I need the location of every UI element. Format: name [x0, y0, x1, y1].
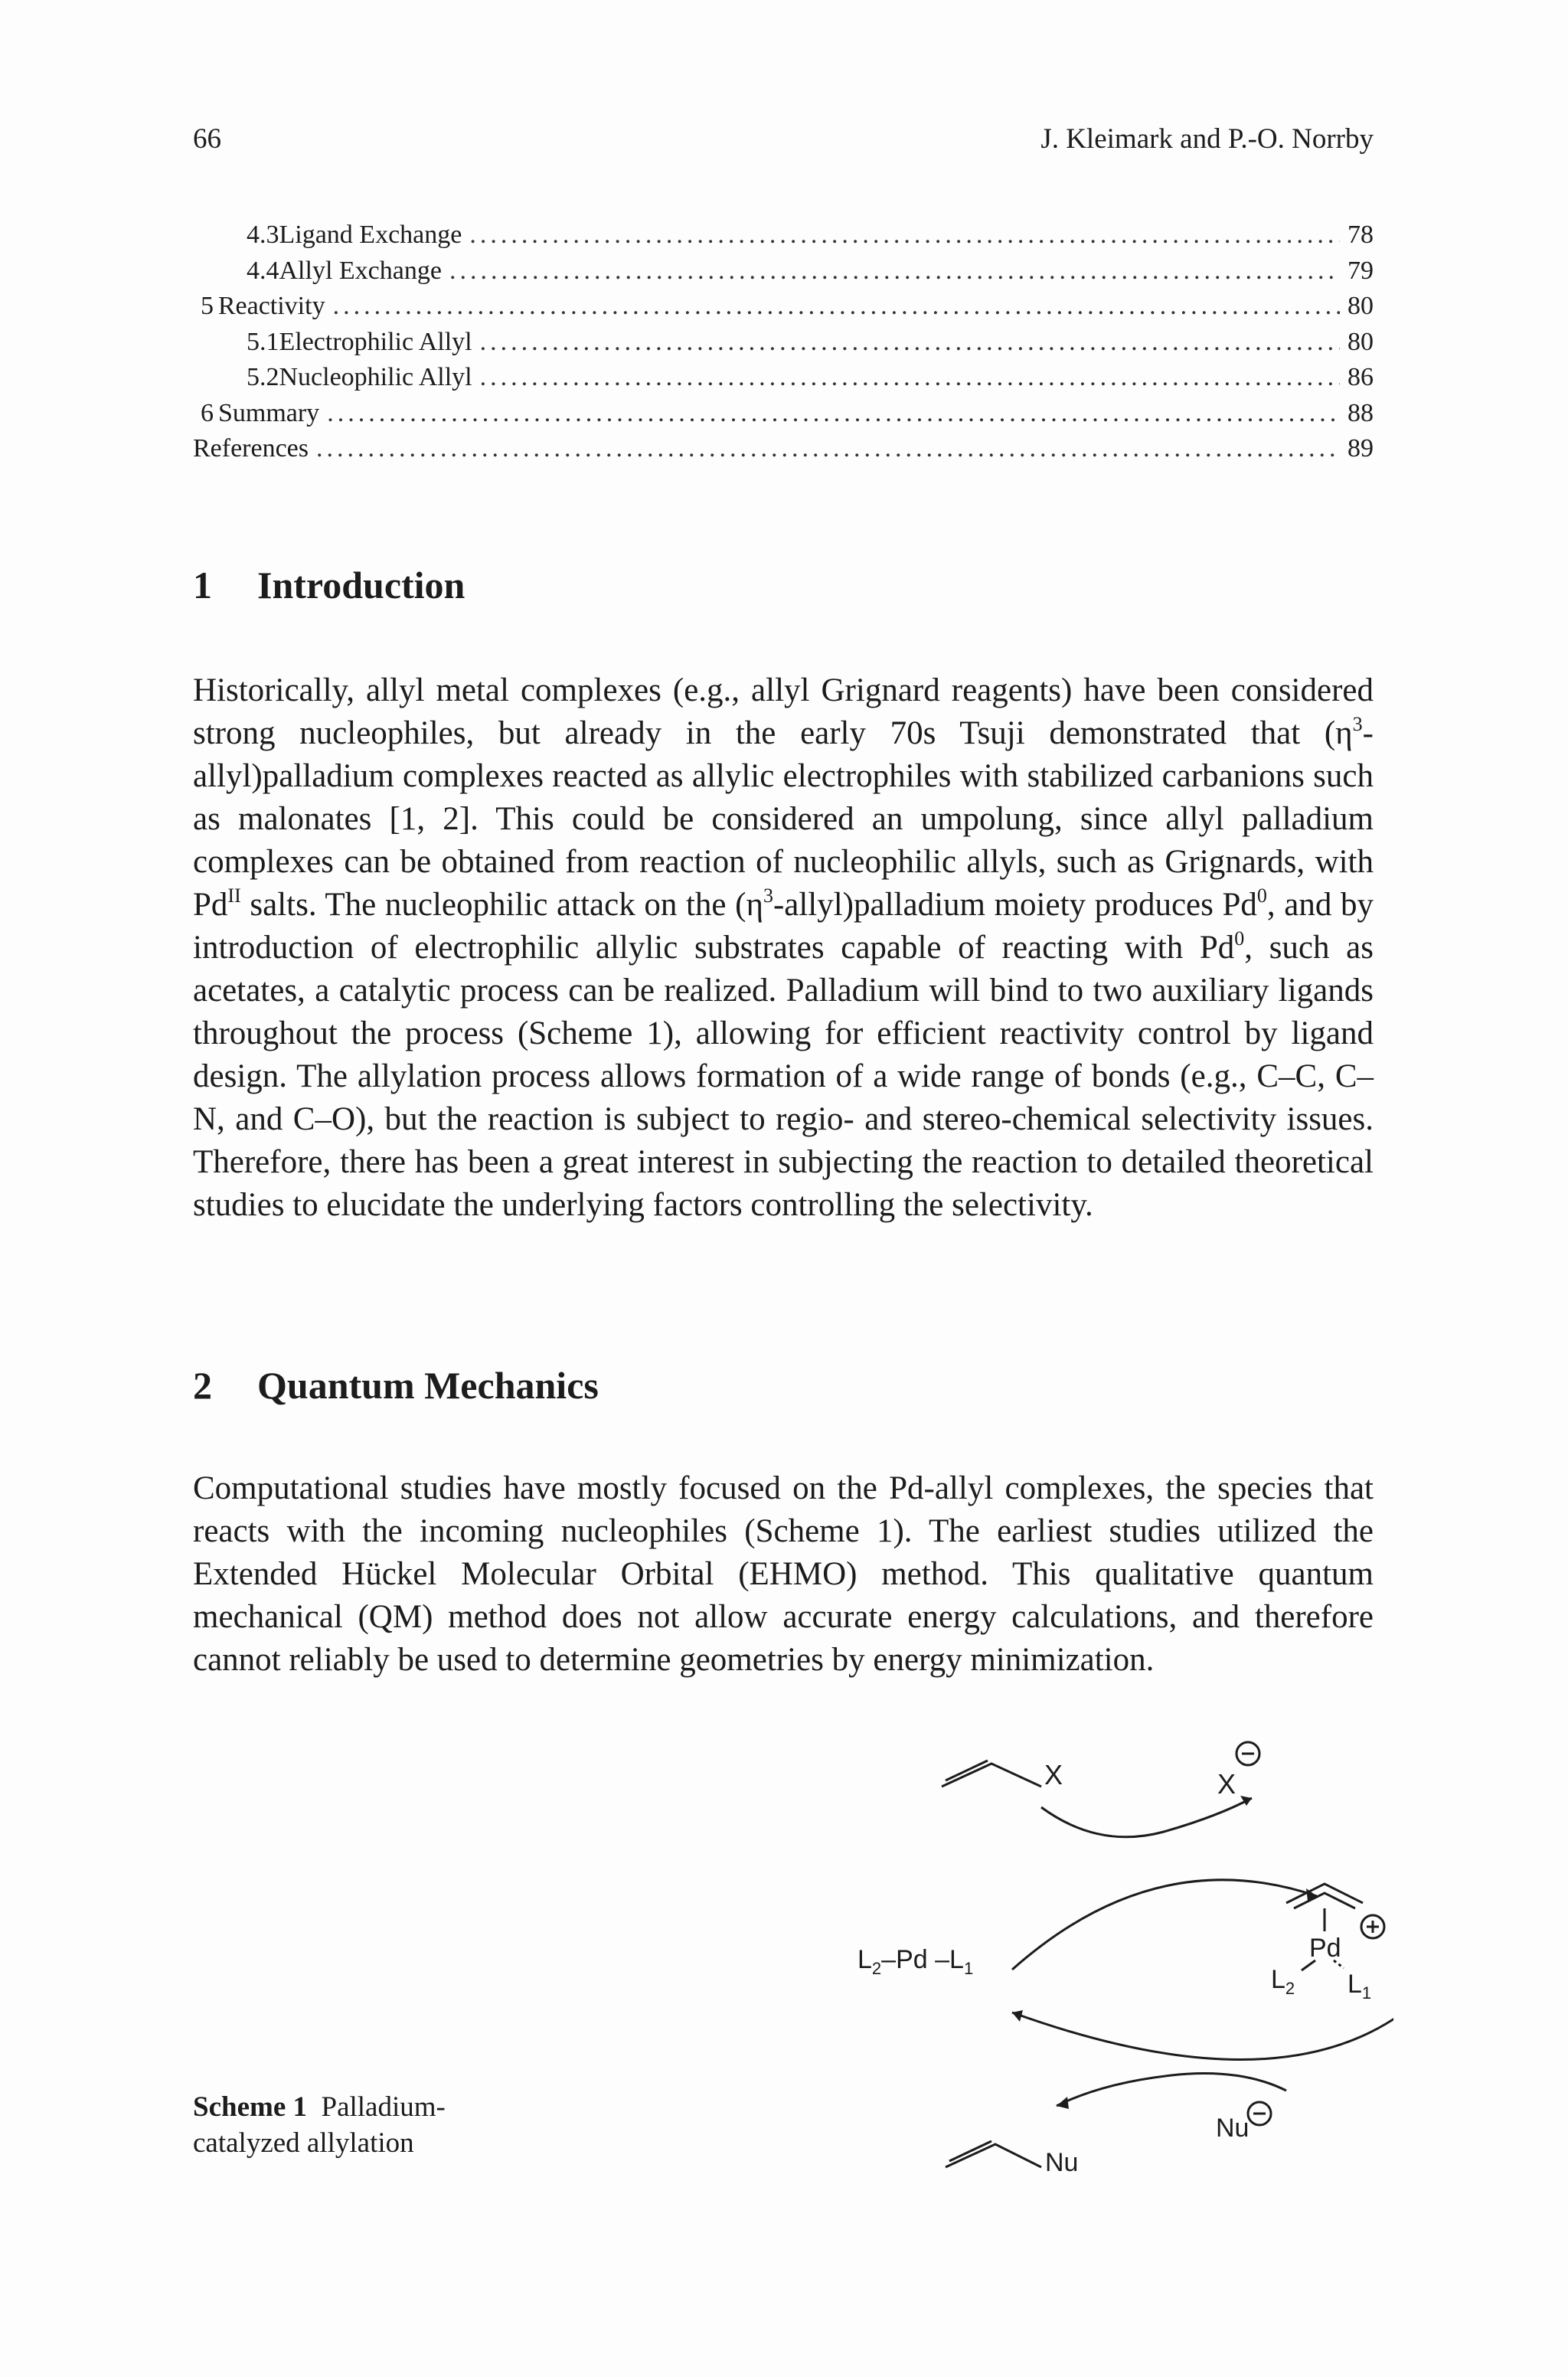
- toc-entry-title: Reactivity: [217, 292, 325, 320]
- toc-entry: [193, 363, 1374, 399]
- text-run: η: [746, 887, 763, 923]
- toc-entry-page: 78: [1348, 221, 1374, 249]
- text-run: 2: [1285, 1979, 1295, 1998]
- toc-entry: [193, 257, 1374, 293]
- text-run: -allyl)palladium moiety produces Pd: [773, 887, 1257, 923]
- toc-entry-page: 89: [1348, 434, 1374, 463]
- pd-label: Pd: [1309, 1934, 1341, 1963]
- superscript: 0: [1234, 927, 1245, 950]
- l2-label: [1271, 1965, 1295, 1998]
- table-of-contents: [193, 221, 1374, 470]
- toc-entry-number: 6: [201, 398, 214, 427]
- text-run: L: [949, 1945, 964, 1974]
- toc-leader-dots: [316, 434, 1340, 463]
- text-run: 1: [963, 1959, 974, 1978]
- text-run: Pd: [896, 1945, 928, 1974]
- toc-entry: [193, 399, 1374, 435]
- text-run: L: [1271, 1965, 1285, 1994]
- section-title: Quantum Mechanics: [257, 1364, 599, 1407]
- section-title: Introduction: [257, 564, 466, 607]
- nu-label: Nu: [1045, 2148, 1079, 2177]
- cycle-arc-top-inner: [1041, 1798, 1252, 1837]
- toc-leader-dots: [333, 292, 1340, 321]
- toc-leader-dots: [327, 399, 1340, 428]
- l2-pd-l1-label: [858, 1945, 973, 1978]
- toc-entry-page: 88: [1348, 398, 1374, 427]
- text-run: L: [1348, 1970, 1362, 1999]
- toc-entry-number: 5.2: [247, 363, 279, 391]
- text-run: –: [881, 1945, 897, 1974]
- text-run: salts. The nucleophilic attack on the (: [240, 887, 746, 923]
- toc-entry-page: 80: [1348, 292, 1374, 320]
- section-heading-quantum-mechanics: [193, 1363, 599, 1408]
- toc-entry: [193, 292, 1374, 328]
- quantum-mechanics-paragraph: Computational studies have mostly focused on the Pd-allyl complexes, the species that reacts with the incoming nucleophiles (Scheme 1). The earliest studies utilized the Extended Hückel Molecular Orbital (EHMO) method. This qualitative quantum mechanical (QM) method does not allow accurate energy calculations, and therefore cannot reliably be used to determine geometries by energy minimization.: [193, 1470, 1374, 1678]
- toc-entry: [193, 221, 1374, 257]
- section-heading-introduction: [193, 563, 465, 607]
- toc-entry-number: 5: [201, 292, 214, 320]
- toc-leader-dots: [469, 221, 1340, 250]
- caption-text: Palladium-: [321, 2091, 446, 2123]
- text-run: η: [1335, 715, 1353, 751]
- superscript: 0: [1256, 884, 1267, 907]
- l1-label: [1348, 1970, 1371, 2003]
- text-run: 2: [871, 1959, 882, 1978]
- toc-entry-number: 4.4: [247, 256, 279, 285]
- toc-entry-title: Nucleophilic Allyl: [279, 363, 472, 391]
- scheme-caption: [193, 2089, 446, 2161]
- text-run: 1: [1361, 1983, 1372, 2003]
- cycle-arc-bottom: [1012, 2012, 1393, 2060]
- page-number: 66: [193, 123, 221, 155]
- toc-leader-dots: [480, 363, 1340, 392]
- toc-entry-page: 79: [1348, 256, 1374, 285]
- toc-entry-number: 4.3: [247, 221, 279, 249]
- caption-label: Scheme 1: [193, 2091, 307, 2123]
- toc-entry-title: Summary: [217, 398, 320, 427]
- caption-text: catalyzed allylation: [193, 2127, 414, 2159]
- arrowhead: [1057, 2097, 1069, 2109]
- toc-entry-page: 80: [1348, 327, 1374, 356]
- text-run: –: [927, 1945, 950, 1974]
- text-run: -allyl)palladium complexes reacted as allylic electrophiles with stabilized carbanions such as malonates [1, 2]. This could be considered an umpolung, since allyl palladium complexes can be obtained from reaction of nucleophilic allyls, such as Grignards, with Pd: [193, 715, 1374, 923]
- scheme-1-diagram: [812, 1708, 1393, 2198]
- toc-entry-number: 5.1: [247, 327, 279, 356]
- section-number: 2: [193, 1364, 212, 1407]
- text-run: Historically, allyl metal complexes (e.g., allyl Grignard reagents) have been considered strong nucleophiles, but already in the early 70s Tsuji demonstrated that (: [193, 672, 1374, 751]
- cycle-arc-top: [1012, 1880, 1317, 1970]
- allyl-x-double-bond: [946, 1761, 988, 1780]
- toc-entry-title: Electrophilic Allyl: [279, 327, 472, 356]
- superscript: 3: [763, 884, 773, 907]
- x-anion-label: X: [1217, 1768, 1236, 1800]
- toc-entry-title: References: [193, 434, 309, 463]
- text-run: , such as acetates, a catalytic process can be realized. Palladium will bind to two auxiliary ligands throughout the process (Scheme 1), allowing for efficient reactivity control by ligand design. The allylation process allows formation of a wide range of bonds (e.g., C–C, C–N, and C–O), but the reaction is subject to regio- and stereo-chemical selectivity issues. Therefore, there has been a great interest in subjecting the reaction to detailed theoretical studies to elucidate the underlying factors controlling the selectivity.: [193, 930, 1374, 1223]
- text-run: L: [858, 1945, 872, 1974]
- toc-leader-dots: [449, 257, 1340, 286]
- toc-entry-title: Allyl Exchange: [279, 256, 442, 285]
- running-head: J. Kleimark and P.-O. Norrby: [1040, 123, 1374, 155]
- superscript: 3: [1352, 712, 1363, 735]
- toc-leader-dots: [480, 328, 1340, 357]
- text-run: , and by introduction of electrophilic allylic substrates capable of reacting with Pd: [193, 887, 1374, 966]
- nu-anion-label: Nu: [1216, 2114, 1250, 2143]
- superscript: II: [227, 884, 241, 907]
- cycle-arc-bottom-inner: [1057, 2074, 1286, 2107]
- allyl-nu-double-bond: [949, 2141, 991, 2161]
- toc-entry-title: Ligand Exchange: [279, 221, 462, 249]
- toc-entry: [193, 328, 1374, 364]
- toc-entry: [193, 434, 1374, 470]
- introduction-paragraph: [193, 669, 1374, 1227]
- section-number: 1: [193, 564, 212, 607]
- toc-entry-page: 86: [1348, 363, 1374, 391]
- x-leaving-group-label: X: [1044, 1759, 1063, 1790]
